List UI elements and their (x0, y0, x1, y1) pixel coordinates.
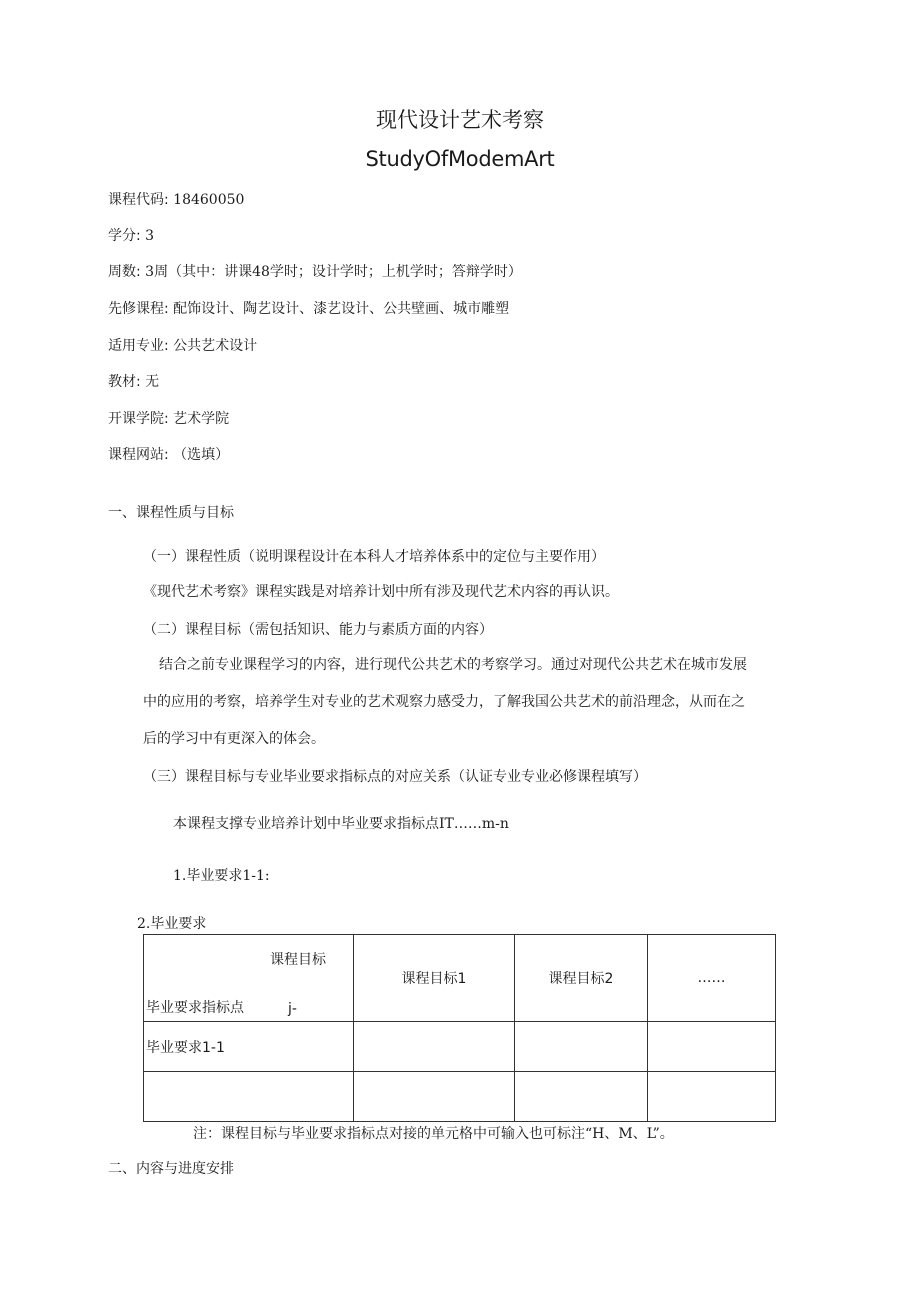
subheading-rest: （认证专业专业必修课程填写） (451, 769, 647, 785)
page-title: 现代设计艺术考察 (376, 108, 544, 132)
info-label: 周数: (108, 264, 141, 280)
subheading-bold: 课程目标 (185, 622, 241, 638)
table-cell[interactable] (354, 1072, 515, 1122)
info-label: 课程网站: (108, 447, 169, 463)
info-credits (108, 226, 154, 246)
header-course-goal-label: 课程目标 (270, 952, 326, 968)
table-row (144, 1022, 776, 1072)
table-cell[interactable] (648, 1022, 776, 1072)
subheading-bold: 课程性质 (185, 549, 241, 565)
requirement-2: 2.毕业要求 (137, 916, 207, 932)
info-label: 学分: (108, 228, 141, 244)
table-cell-row-label[interactable] (144, 1072, 354, 1122)
table-cell[interactable] (354, 1022, 515, 1072)
subheading-goals-mapping (143, 766, 647, 786)
info-label: 开课学院: (108, 411, 169, 427)
table-note: 注：课程目标与毕业要求指标点对接的单元格中可输入也可标注“H、M、L”。 (193, 1126, 674, 1142)
table-header-diagonal-cell (144, 935, 354, 1022)
info-value: 3周（其中：讲课48学时；设计学时；上机学时；答辩学时） (145, 264, 522, 280)
table-cell[interactable] (515, 1022, 648, 1072)
info-label: 先修课程: (108, 301, 169, 317)
info-course-code (108, 190, 244, 210)
page-subtitle-english: StudyOfModemArt (365, 147, 555, 171)
info-value: 18460050 (173, 192, 245, 208)
paragraph-course-nature: 《现代艺术考察》课程实践是对培养计划中所有涉及现代艺术内容的再认识。 (143, 584, 619, 600)
info-value: 无 (145, 374, 160, 390)
table-header-goal-2: 课程目标2 (515, 935, 648, 1022)
info-label: 课程代码: (108, 192, 169, 208)
section-heading-nature-goals: 一、课程性质与目标 (108, 505, 234, 521)
header-indicator-label: 毕业要求指标点 (146, 1000, 244, 1016)
table-header-row (144, 935, 776, 1022)
header-indicator-suffix: j- (288, 1001, 297, 1017)
row-label-text: 毕业要求1-1 (146, 1039, 225, 1056)
info-prerequisites (108, 299, 509, 319)
paragraph-goals-line-2: 中的应用的考察，培养学生对专业的艺术观察力感受力，了解我国公共艺术的前沿理念，从而在之 (143, 694, 745, 710)
subheading-rest: （说明课程设计在本科人才培养体系中的定位与主要作用） (241, 549, 605, 565)
subheading-course-goals (143, 619, 493, 639)
info-major (108, 336, 257, 356)
subheading-course-nature (143, 546, 605, 566)
section-heading-content-schedule: 二、内容与进度安排 (108, 1161, 234, 1177)
info-weeks (108, 262, 522, 282)
subheading-bold: 课程目标与专业毕业要求指标点的对应关系 (185, 769, 451, 785)
table-header-more: …… (648, 935, 776, 1022)
info-website (108, 445, 229, 465)
table-cell-row-label (144, 1022, 354, 1072)
paragraph-goals-line-1: 结合之前专业课程学习的内容，进行现代公共艺术的考察学习。通过对现代公共艺术在城市发展 (159, 657, 747, 673)
subheading-prefix: （一） (143, 549, 185, 565)
table-cell[interactable] (515, 1072, 648, 1122)
paragraph-goals-line-3: 后的学习中有更深入的体会。 (143, 731, 325, 747)
subheading-rest: （需包括知识、能力与素质方面的内容） (241, 622, 493, 638)
info-value: 3 (145, 228, 155, 244)
info-textbook (108, 372, 159, 392)
table-cell[interactable] (648, 1072, 776, 1122)
requirements-table (143, 934, 776, 1122)
info-value: 公共艺术设计 (173, 338, 258, 354)
support-line: 本课程支撑专业培养计划中毕业要求指标点IT……m-n (173, 816, 509, 832)
subheading-prefix: （二） (143, 622, 185, 638)
subheading-prefix: （三） (143, 769, 185, 785)
requirement-1-1: 1.毕业要求1-1: (173, 868, 270, 884)
info-value: 配饰设计、陶艺设计、漆艺设计、公共壁画、城市雕塑 (173, 301, 510, 317)
table-row (144, 1072, 776, 1122)
info-value: 艺术学院 (173, 411, 230, 427)
info-label: 教材: (108, 374, 141, 390)
info-label: 适用专业: (108, 338, 169, 354)
table-header-goal-1: 课程目标1 (354, 935, 515, 1022)
info-college (108, 409, 229, 429)
info-value: （选填） (173, 447, 230, 463)
